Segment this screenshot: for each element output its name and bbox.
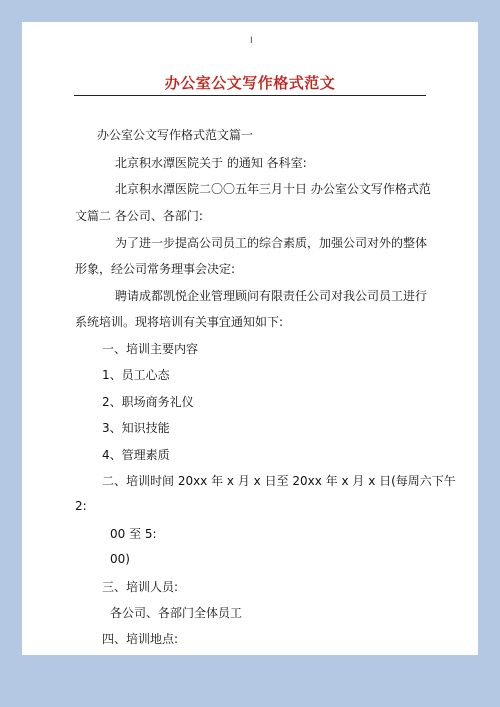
paragraph-line: 形象，经公司常务理事会决定: — [75, 262, 236, 276]
paragraph-line: 系统培训。现将培训有关事宜通知如下: — [75, 315, 284, 329]
section-heading-2: 文篇二 各公司、各部门: — [75, 209, 203, 223]
title-divider — [74, 95, 426, 96]
paragraph-line: 各公司、各部门全体员工 — [110, 606, 243, 620]
date-line: 北京积水潭医院二〇〇五年三月十日 办公室公文写作格式范 — [115, 182, 431, 196]
paragraph-line: 为了进一步提高公司员工的综合素质，加强公司对外的整体 — [115, 236, 428, 250]
paragraph-heading-1: 办公室公文写作格式范文篇一 — [97, 128, 254, 142]
paragraph-line: 00) — [110, 552, 130, 566]
bottom-background-band — [0, 655, 500, 707]
list-heading: 二、培训时间 20xx 年 x 月 x 日至 20xx 年 x 月 x 日(每周六下午 — [102, 474, 456, 488]
document-page — [22, 22, 478, 707]
paragraph-line: 2: — [75, 499, 87, 513]
list-item: 2、职场商务礼仪 — [102, 395, 194, 409]
list-heading: 四、培训地点: — [102, 632, 179, 646]
notice-line: 北京积水潭医院关于 的通知 各科室: — [115, 156, 307, 170]
list-heading: 三、培训人员: — [102, 580, 179, 594]
list-item: 4、管理素质 — [102, 448, 170, 462]
list-heading: 一、培训主要内容 — [102, 342, 199, 356]
list-item: 3、知识技能 — [102, 421, 170, 435]
document-title: 办公室公文写作格式范文 — [164, 74, 336, 92]
list-item: 1、员工心态 — [102, 368, 170, 382]
paragraph-line: 聘请成都凯悦企业管理顾问有限责任公司对我公司员工进行 — [115, 289, 428, 303]
page-marker: I — [250, 36, 253, 46]
paragraph-line: 00 至 5: — [110, 527, 157, 541]
